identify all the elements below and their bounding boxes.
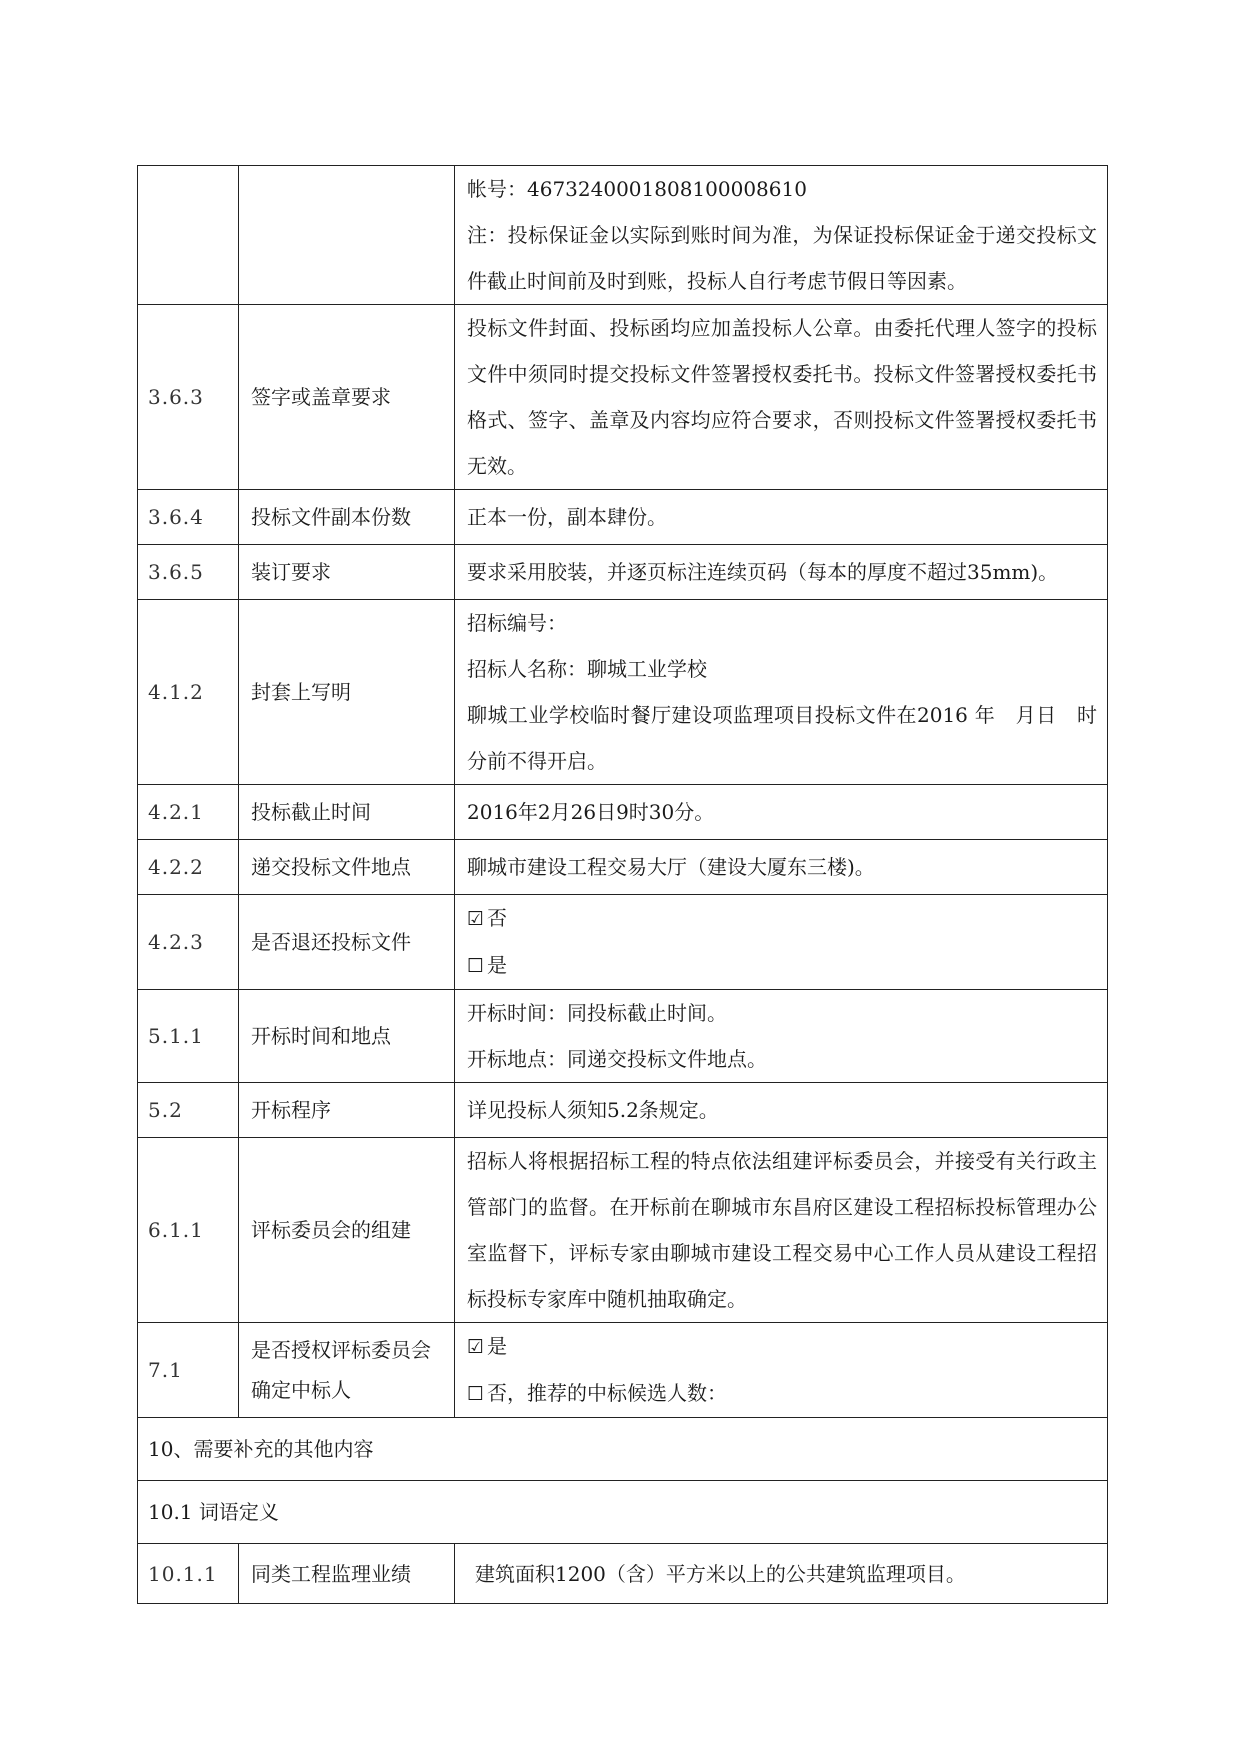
clause-number: 4.2.3 (138, 895, 239, 990)
clause-number: 3.6.5 (138, 545, 239, 600)
clause-item: 评标委员会的组建 (239, 1138, 455, 1323)
option-line (467, 1323, 1097, 1370)
tender-number-label: 招标编号： (467, 611, 567, 635)
clause-content (455, 895, 1108, 990)
clause-item-text: 是否授权评标委员会确定中标人 (251, 1338, 431, 1402)
checked-box-icon: ☑ (467, 1336, 485, 1358)
committee-formation: 招标人将根据招标工程的特点依法组建评标委员会，并接受有关行政主管部门的监督。在开标前在聊城市东昌府区建设工程招标投标管理办公室监督下，评标专家由聊城市建设工程交易中心工作人员从建设工程招标投标专家库中随机抽取确定。 (467, 1149, 1097, 1311)
section-subtitle: 10.1 词语定义 (138, 1481, 1108, 1544)
clause-item: 开标程序 (239, 1083, 455, 1138)
signature-requirement: 投标文件封面、投标函均应加盖投标人公章。由委托代理人签字的投标文件中须同时提交投标文件签署授权委托书。投标文件签署授权委托书格式、签字、盖章及内容均应符合要求，否则投标文件签署授权委托书无效。 (467, 316, 1097, 478)
clause-content (455, 1138, 1108, 1323)
clause-number (138, 166, 239, 305)
clause-item: 同类工程监理业绩 (239, 1544, 455, 1604)
table-row (138, 1544, 1108, 1604)
clause-item: 封套上写明 (239, 600, 455, 785)
clause-number: 10.1.1 (138, 1544, 239, 1604)
account-number: 帐号：4673240001808100008610 (467, 177, 807, 201)
clause-content (455, 166, 1108, 305)
table-row (138, 1323, 1108, 1418)
clause-item (239, 166, 455, 305)
clause-item: 投标文件副本份数 (239, 490, 455, 545)
table-row (138, 545, 1108, 600)
opening-place: 开标地点：同递交投标文件地点。 (467, 1047, 767, 1071)
option-line (467, 895, 1097, 942)
clause-content: 正本一份，副本肆份。 (455, 490, 1108, 545)
clause-item: 是否退还投标文件 (239, 895, 455, 990)
clause-item (239, 1323, 455, 1418)
clause-item: 签字或盖章要求 (239, 305, 455, 490)
clause-number: 7.1 (138, 1323, 239, 1418)
document-page (137, 165, 1117, 1604)
clause-number: 5.2 (138, 1083, 239, 1138)
section-row (138, 1481, 1108, 1544)
clause-item: 装订要求 (239, 545, 455, 600)
tenderer-name: 招标人名称：聊城工业学校 (467, 657, 707, 681)
clause-content (455, 600, 1117, 785)
table-row (138, 166, 1108, 305)
option-label: 是 (487, 953, 507, 977)
clause-content: 详见投标人须知5.2条规定。 (455, 1083, 1108, 1138)
section-row (138, 1418, 1108, 1481)
clause-number: 4.2.1 (138, 785, 239, 840)
clause-content (455, 305, 1108, 490)
table-row (138, 785, 1108, 840)
table-row (138, 600, 1108, 785)
option-line (467, 942, 1097, 989)
clause-number: 4.1.2 (138, 600, 239, 785)
clause-number: 3.6.4 (138, 490, 239, 545)
table-row (138, 840, 1108, 895)
option-label: 否，推荐的中标候选人数： (487, 1381, 727, 1405)
section-title: 10、需要补充的其他内容 (138, 1418, 1108, 1481)
clause-item: 递交投标文件地点 (239, 840, 455, 895)
binding-requirement: 要求采用胶装，并逐页标注连续页码（每本的厚度不超过35mm)。 (467, 560, 1059, 584)
tender-data-table (137, 165, 1117, 1604)
checkbox-icon: ☐ (467, 1383, 485, 1405)
clause-content: 聊城市建设工程交易大厅（建设大厦东三楼)。 (455, 840, 1108, 895)
clause-number: 4.2.2 (138, 840, 239, 895)
option-line (467, 1370, 1097, 1417)
option-label: 否 (487, 906, 507, 930)
clause-number: 3.6.3 (138, 305, 239, 490)
envelope-notice: 聊城工业学校临时餐厅建设项监理项目投标文件在2016 年 月日 时 分前不得开启。 (467, 703, 1117, 773)
table-row (138, 305, 1108, 490)
table-row (138, 490, 1108, 545)
clause-number: 5.1.1 (138, 990, 239, 1083)
checked-box-icon: ☑ (467, 908, 485, 930)
clause-item: 开标时间和地点 (239, 990, 455, 1083)
table-row (138, 1138, 1108, 1323)
clause-number: 6.1.1 (138, 1138, 239, 1323)
checkbox-icon: ☐ (467, 955, 485, 977)
table-row (138, 990, 1108, 1083)
opening-time: 开标时间：同投标截止时间。 (467, 1001, 727, 1025)
clause-item: 投标截止时间 (239, 785, 455, 840)
clause-content: 2016年2月26日9时30分。 (455, 785, 1108, 840)
table-row (138, 1083, 1108, 1138)
clause-content (455, 1323, 1108, 1418)
option-label: 是 (487, 1334, 507, 1358)
deposit-note: 注：投标保证金以实际到账时间为准，为保证投标保证金于递交投标文件截止时间前及时到账，投标人自行考虑节假日等因素。 (467, 223, 1097, 293)
clause-content (455, 545, 1108, 600)
clause-content (455, 990, 1108, 1083)
clause-content: 建筑面积1200（含）平方米以上的公共建筑监理项目。 (455, 1544, 1108, 1604)
table-row (138, 895, 1108, 990)
